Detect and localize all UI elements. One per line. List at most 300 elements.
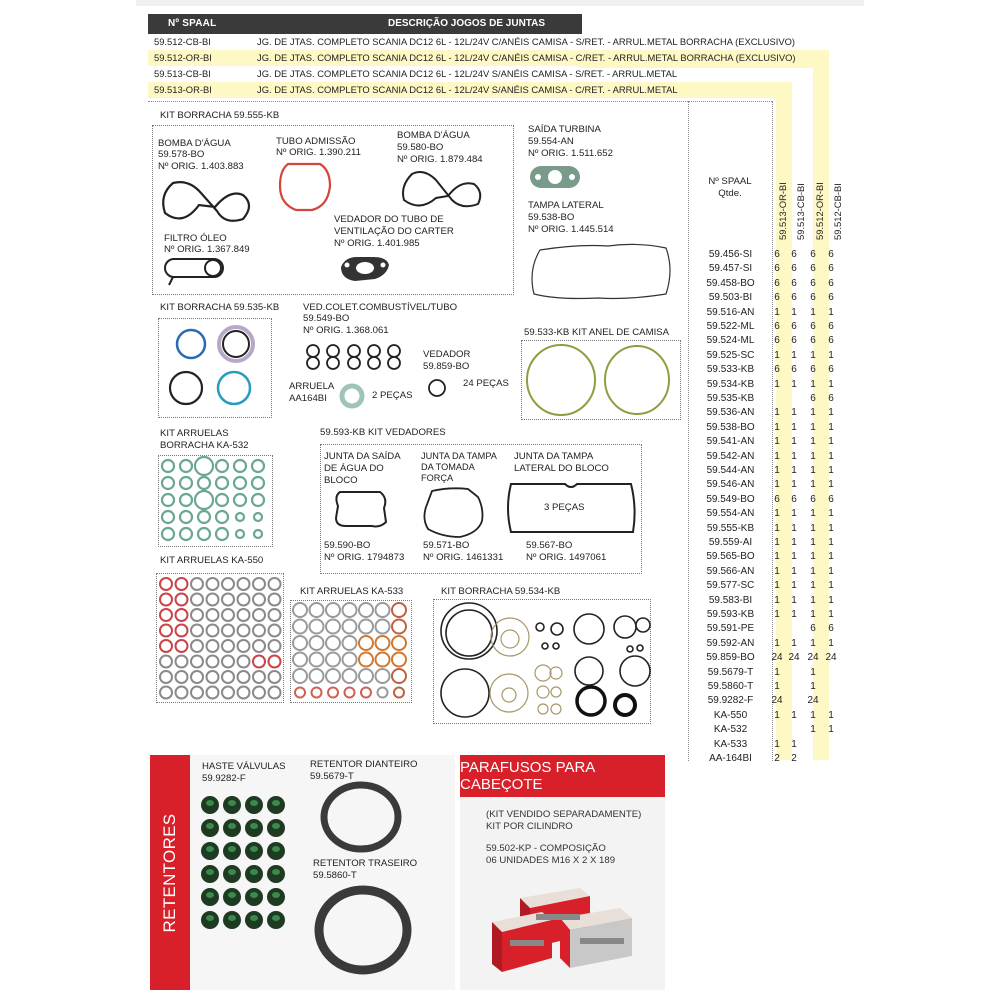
filtro-oleo-name: FILTRO ÓLEO	[164, 233, 227, 244]
qty-table-row	[693, 521, 853, 536]
qty-table-row	[693, 722, 853, 737]
washer-ring	[180, 494, 192, 506]
qty-cell: 1	[791, 508, 797, 520]
washer-ring	[269, 609, 281, 621]
part-code: 59.559-AI	[708, 537, 753, 548]
kit-code: 59.513-OR-BI	[154, 84, 212, 95]
qty-table-row	[693, 290, 853, 305]
qty-cell: 1	[774, 436, 780, 448]
washer-ring	[361, 688, 371, 698]
qty-cell: 1	[791, 479, 797, 491]
qty-cell: 1	[810, 522, 816, 534]
qty-cell: 1	[774, 537, 780, 548]
washer-ring	[216, 511, 228, 523]
washer-ring	[312, 688, 322, 698]
qty-cell: 6	[774, 364, 780, 376]
washer-ring	[293, 653, 307, 667]
washer-ring	[392, 620, 406, 634]
vedador-saida-agua-orig: Nº ORIG. 1794873	[324, 552, 405, 563]
qty-cell: 1	[828, 349, 834, 361]
part-code: 59.549-BO	[706, 493, 755, 505]
qty-cell: 1	[774, 450, 780, 462]
washer-ring	[345, 688, 355, 698]
washer-ring	[392, 669, 406, 683]
qty-cell: 6	[828, 493, 834, 505]
part-code: 59.5860-T	[707, 681, 754, 692]
part-code: 59.5679-T	[707, 666, 754, 678]
header-description: DESCRIÇÃO JOGOS DE JUNTAS	[388, 18, 546, 29]
qty-table-header	[700, 176, 760, 200]
qty-cell: 1	[774, 681, 780, 692]
washer-ring	[176, 625, 188, 637]
part-code: 59.577-SC	[706, 580, 755, 592]
washer-ring	[222, 594, 234, 606]
washer-ring	[176, 640, 188, 652]
saida-turbina-gasket-image	[528, 164, 583, 192]
qty-cell: 1	[774, 349, 780, 361]
washer-ring	[191, 640, 203, 652]
washer-ring	[253, 640, 265, 652]
qty-cell: 1	[828, 580, 834, 592]
qty-cell: 1	[810, 681, 816, 692]
washer-ring	[293, 620, 307, 634]
tubo-admissao-gasket-image	[276, 160, 336, 215]
qty-cell: 1	[774, 306, 780, 318]
qty-cell: 1	[828, 551, 834, 563]
part-code: 59.541-AN	[706, 436, 755, 448]
qty-column-header: 59.512-OR-BI	[814, 182, 825, 240]
tubo-admissao-name: TUBO ADMISSÃO	[276, 136, 356, 147]
qty-cell: 6	[828, 321, 834, 332]
parafusos-title: PARAFUSOS PARA CABEÇOTE	[460, 755, 665, 797]
qty-cell: 6	[791, 277, 797, 289]
kit-arruelas-532-line1: KIT ARRUELAS	[160, 428, 229, 439]
qty-table-row	[693, 362, 853, 377]
washer-ring	[180, 477, 192, 489]
washer-ring	[392, 603, 406, 617]
washer-ring	[162, 494, 174, 506]
washer-ring	[310, 603, 324, 617]
washer-ring	[160, 656, 172, 668]
kit-row	[148, 50, 828, 66]
washer-ring	[295, 688, 305, 698]
qty-cell: 1	[791, 378, 797, 390]
vedador-saida-agua-image	[332, 488, 390, 530]
part-code: 59.524-ML	[706, 335, 755, 347]
vedador-859-name: VEDADOR	[423, 349, 471, 360]
washer-ring	[207, 578, 219, 590]
washer-ring	[176, 609, 188, 621]
washer-ring	[180, 511, 192, 523]
retentor-traseiro-name: RETENTOR TRASEIRO	[313, 858, 418, 869]
qty-table-row	[693, 377, 853, 392]
washer-ring	[310, 636, 324, 650]
qty-cell: 1	[828, 450, 834, 462]
part-code: 59.457-SI	[708, 263, 753, 275]
washer-ring	[343, 636, 357, 650]
washer-ring	[269, 640, 281, 652]
qty-cell: 6	[774, 263, 780, 275]
qty-cell: 6	[774, 321, 780, 332]
qty-cell: 6	[791, 335, 797, 347]
ved-colet-rings-image	[303, 342, 403, 372]
valve-seal-lip	[272, 800, 280, 806]
qty-cell: 1	[791, 551, 797, 563]
kit-arruelas-532-line2: BORRACHA KA-532	[160, 440, 249, 451]
qty-cell: 1	[810, 724, 816, 736]
qty-cell: 6	[774, 249, 780, 260]
qty-cell: 1	[810, 306, 816, 318]
qty-table-row	[693, 247, 853, 262]
qty-table-row	[693, 319, 853, 334]
qty-table-row	[693, 420, 853, 435]
washer-ring	[326, 636, 340, 650]
washer-ring	[195, 491, 213, 509]
washer-ring	[191, 609, 203, 621]
tampa-lateral-name: TAMPA LATERAL	[528, 200, 604, 211]
qty-cell: 1	[774, 479, 780, 491]
valve-seal-lip	[228, 800, 236, 806]
vedador-859-qty: 24 PEÇAS	[463, 378, 509, 389]
qty-cell: 1	[774, 565, 780, 577]
arruela-image	[339, 383, 365, 409]
haste-valvulas-name: HASTE VÁLVULAS	[202, 761, 286, 772]
washer-ring	[269, 687, 281, 699]
washer-ring	[216, 477, 228, 489]
kit-anel-camisa-image	[523, 342, 679, 418]
washer-ring	[293, 636, 307, 650]
qty-cell: 6	[774, 335, 780, 347]
qty-cell: 1	[791, 738, 797, 750]
washer-ring	[207, 609, 219, 621]
washer-ring	[310, 653, 324, 667]
part-code: 59.554-AN	[706, 508, 755, 520]
vedador-tomada-forca-orig: Nº ORIG. 1461331	[423, 552, 504, 563]
qty-column-header: 59.513-OR-BI	[777, 182, 788, 240]
washer-ring	[253, 671, 265, 683]
washer-ring	[180, 528, 192, 540]
washer-ring	[222, 687, 234, 699]
tampa-lateral-orig: Nº ORIG. 1.445.514	[528, 224, 614, 235]
qty-cell: 24	[771, 652, 783, 664]
washer-ring	[160, 671, 172, 683]
valve-seal-lip	[272, 823, 280, 829]
valve-seal-lip	[206, 846, 214, 852]
top-strip	[136, 0, 864, 6]
qty-cell: 1	[791, 709, 797, 721]
qty-cell: 1	[791, 594, 797, 606]
qty-table-row	[693, 391, 853, 406]
qty-cell: 6	[828, 364, 834, 376]
qty-table-row	[693, 535, 853, 550]
qty-cell: 1	[810, 465, 816, 476]
ved-colet-orig: Nº ORIG. 1.368.061	[303, 325, 389, 336]
qty-table-row	[693, 333, 853, 348]
qty-cell: 1	[828, 378, 834, 390]
washer-ring	[207, 671, 219, 683]
qty-table-row	[693, 506, 853, 521]
retentor-traseiro-code: 59.5860-T	[313, 870, 357, 881]
washer-ring	[252, 460, 264, 472]
washer-ring	[160, 578, 172, 590]
washer-ring	[162, 477, 174, 489]
washer-ring	[176, 687, 188, 699]
qty-cell: 1	[774, 421, 780, 433]
washer-ring	[378, 688, 388, 698]
parafusos-line2: KIT POR CILINDRO	[486, 821, 573, 832]
vedador-tomada-forca-image	[420, 485, 490, 541]
qty-cell: 6	[791, 292, 797, 304]
qty-header-line2: Qtde.	[718, 188, 742, 199]
kit-borracha-534-image	[435, 601, 649, 722]
washer-ring	[238, 594, 250, 606]
kit-anel-camisa-title: 59.533-KB KIT ANEL DE CAMISA	[524, 327, 670, 338]
washer-ring	[253, 578, 265, 590]
qty-cell: 6	[828, 335, 834, 347]
qty-cell: 1	[810, 637, 816, 649]
qty-cell: 1	[810, 421, 816, 433]
qty-cell: 6	[791, 493, 797, 505]
valve-seal-lip	[228, 892, 236, 898]
qty-cell: 1	[810, 479, 816, 491]
qty-cell: 1	[791, 537, 797, 548]
washer-ring	[269, 625, 281, 637]
washer-ring	[207, 640, 219, 652]
washer-ring	[162, 511, 174, 523]
qty-cell: 1	[774, 637, 780, 649]
qty-cell: 2	[791, 753, 797, 764]
washer-ring	[222, 578, 234, 590]
washer-ring	[326, 620, 340, 634]
qty-cell: 1	[810, 580, 816, 592]
retentores-label: RETENTORES	[160, 813, 179, 932]
vedador-tomada-forca-code: 59.571-BO	[423, 540, 470, 551]
qty-cell: 1	[828, 407, 834, 419]
washer-ring	[376, 669, 390, 683]
qty-cell: 1	[828, 594, 834, 606]
retentor-dianteiro-name: RETENTOR DIANTEIRO	[310, 759, 418, 770]
vedador-tubo-image	[337, 253, 392, 285]
vedador-tampa-lateral-orig: Nº ORIG. 1497061	[526, 552, 607, 563]
parafusos-line3: 59.502-KP - COMPOSIÇÃO	[486, 843, 606, 854]
qty-cell: 6	[774, 277, 780, 289]
qty-cell: 1	[828, 479, 834, 491]
washer-ring	[269, 656, 281, 668]
tampa-lateral-code: 59.538-BO	[528, 212, 575, 223]
qty-table-row	[693, 751, 853, 766]
vedador-tubo-line2: VENTILAÇÃO DO CARTER	[334, 226, 454, 237]
washer-ring	[394, 688, 404, 698]
qty-cell: 1	[828, 609, 834, 620]
valve-seal-lip	[206, 869, 214, 875]
washer-ring	[195, 457, 213, 475]
washer-ring	[343, 603, 357, 617]
retentor-dianteiro-code: 59.5679-T	[310, 771, 354, 782]
bomba-agua-1-gasket-image	[155, 175, 265, 225]
washer-ring	[160, 609, 172, 621]
kits-table-header	[148, 14, 582, 34]
parafusos-line1: (KIT VENDIDO SEPARADAMENTE)	[486, 809, 642, 820]
qty-table-row	[693, 276, 853, 291]
qty-cell: 6	[828, 249, 834, 260]
qty-cell: 6	[791, 263, 797, 275]
washer-ring	[376, 620, 390, 634]
qty-table-row	[693, 679, 853, 694]
kit-arruelas-550-image	[158, 576, 282, 700]
qty-cell: 1	[774, 738, 780, 750]
qty-table-row	[693, 693, 853, 708]
valve-seal-lip	[228, 869, 236, 875]
kit-code: 59.512-OR-BI	[154, 52, 212, 63]
valve-seal-lip	[206, 800, 214, 806]
bomba-agua-1-orig: Nº ORIG. 1.403.883	[158, 161, 244, 172]
qty-cell: 6	[828, 277, 834, 289]
bomba-agua-2-gasket-image	[398, 168, 488, 213]
washer-ring	[198, 477, 210, 489]
part-code: 59.538-BO	[706, 421, 755, 433]
kit-row	[148, 82, 792, 98]
valve-seal-lip	[250, 915, 258, 921]
retentor-traseiro-image	[313, 884, 413, 976]
part-code: 59.565-BO	[706, 551, 755, 563]
qty-table-row	[693, 405, 853, 420]
filtro-oleo-orig: Nº ORIG. 1.367.849	[164, 244, 250, 255]
qty-table-row	[693, 708, 853, 723]
washer-ring	[222, 609, 234, 621]
qty-cell: 1	[774, 709, 780, 721]
washer-ring	[293, 669, 307, 683]
haste-valvulas-image	[200, 795, 292, 935]
qty-table-row	[693, 449, 853, 464]
valve-seal-lip	[250, 823, 258, 829]
arruela-name: ARRUELA	[289, 381, 335, 392]
qty-cell: 1	[828, 306, 834, 318]
bomba-agua-1-code: 59.578-BO	[158, 149, 205, 160]
vedador-859-code: 59.859-BO	[423, 361, 470, 372]
arruela-qty: 2 PEÇAS	[372, 390, 413, 401]
qty-table-row	[693, 737, 853, 752]
washer-ring	[216, 494, 228, 506]
qty-table-row	[693, 593, 853, 608]
valve-seal-lip	[272, 869, 280, 875]
valve-seal-lip	[272, 846, 280, 852]
tubo-admissao-orig: Nº ORIG. 1.390.211	[276, 147, 361, 158]
washer-ring	[326, 669, 340, 683]
qty-cell: 1	[828, 637, 834, 649]
kit-borracha-555-title: KIT BORRACHA 59.555-KB	[160, 110, 280, 121]
qty-cell: 1	[791, 436, 797, 448]
valve-seal-lip	[206, 892, 214, 898]
washer-ring	[252, 494, 264, 506]
qty-cell: 1	[791, 450, 797, 462]
washer-ring	[253, 625, 265, 637]
kit-description: JG. DE JTAS. COMPLETO SCANIA DC12 6L - 12L/24V C/ANÉIS CAMISA - S/RET. - ARRUL.METAL BORRACHA (EXCLUSIVO)	[257, 36, 795, 47]
washer-ring	[326, 603, 340, 617]
washer-ring	[238, 640, 250, 652]
qty-cell: 1	[810, 565, 816, 577]
valve-seal-lip	[272, 892, 280, 898]
qty-cell: 1	[810, 551, 816, 563]
washer-ring	[326, 653, 340, 667]
qty-cell: 1	[774, 465, 780, 476]
vedador-tubo-line1: VEDADOR DO TUBO DE	[334, 214, 444, 225]
qty-cell: 6	[828, 292, 834, 304]
washer-ring	[359, 653, 373, 667]
qty-cell: 1	[774, 666, 780, 678]
qty-cell: 1	[774, 508, 780, 520]
part-code: KA-532	[713, 724, 748, 736]
washer-ring	[191, 687, 203, 699]
saida-turbina-name: SAÍDA TURBINA	[528, 124, 601, 135]
qty-cell: 6	[828, 263, 834, 275]
washer-ring	[253, 609, 265, 621]
kit-arruelas-550-title: KIT ARRUELAS KA-550	[160, 555, 264, 566]
washer-ring	[238, 609, 250, 621]
washer-ring	[343, 620, 357, 634]
washer-ring	[343, 669, 357, 683]
part-code: 59.859-BO	[706, 652, 755, 664]
qty-table-row	[693, 305, 853, 320]
kit-arruelas-532-image	[160, 458, 270, 544]
qty-cell: 24	[825, 652, 837, 664]
qty-table-row	[693, 492, 853, 507]
qty-cell: 6	[810, 493, 816, 505]
part-code: 59.522-ML	[706, 321, 755, 332]
qty-table-row	[693, 261, 853, 276]
qty-cell: 1	[791, 580, 797, 592]
washer-ring	[207, 656, 219, 668]
parafusos-boxes-image	[490, 878, 640, 978]
qty-cell: 6	[774, 292, 780, 304]
kit-borracha-535-image	[160, 320, 270, 415]
header-code: Nº SPAAL	[168, 18, 217, 29]
washer-ring	[253, 594, 265, 606]
qty-cell: 1	[810, 436, 816, 448]
washer-ring	[207, 594, 219, 606]
washer-ring	[222, 656, 234, 668]
part-code: 59.555-KB	[706, 522, 755, 534]
part-code: 59.542-AN	[706, 450, 755, 462]
part-code: AA-164BI	[709, 753, 752, 764]
qty-table-row	[693, 621, 853, 636]
ved-colet-code: 59.549-BO	[303, 313, 350, 324]
qty-cell: 1	[774, 378, 780, 390]
washer-ring	[328, 688, 338, 698]
washer-ring	[310, 669, 324, 683]
qty-cell: 1	[810, 609, 816, 620]
qty-cell: 24	[771, 695, 783, 707]
qty-table-row	[693, 578, 853, 593]
qty-cell: 1	[810, 508, 816, 520]
washer-ring	[191, 594, 203, 606]
vedador-tampa-lateral-label: JUNTA DA TAMPA LATERAL DO BLOCO	[514, 451, 609, 474]
kit-vedadores-title: 59.593-KB KIT VEDADORES	[320, 427, 446, 438]
washer-ring	[216, 528, 228, 540]
qty-column-header: 59.513-CB-BI	[795, 183, 806, 240]
washer-ring	[207, 625, 219, 637]
qty-table-row	[693, 549, 853, 564]
qty-cell: 6	[810, 277, 816, 289]
vedador-tomada-forca-label: JUNTA DA TAMPA DA TOMADA FORÇA	[421, 451, 497, 483]
qty-cell: 1	[810, 709, 816, 721]
qty-cell: 6	[810, 249, 816, 260]
washer-ring	[359, 636, 373, 650]
washer-ring	[191, 656, 203, 668]
kit-borracha-534-title: KIT BORRACHA 59.534-KB	[441, 586, 561, 597]
washer-ring	[376, 653, 390, 667]
separator-line	[688, 101, 772, 102]
qty-header-line1: Nº SPAAL	[708, 176, 752, 187]
